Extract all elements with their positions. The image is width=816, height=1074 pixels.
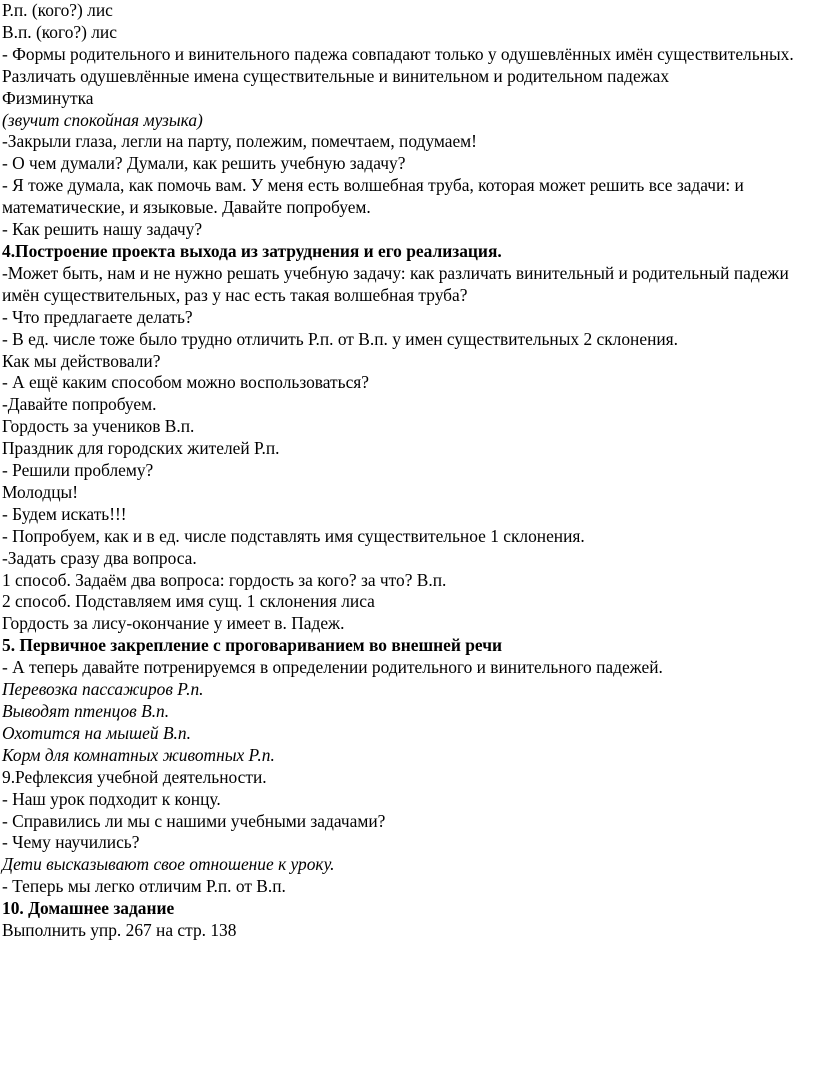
line-lesson-ending: - Наш урок подходит к концу. [2,788,221,809]
line-music-note: (звучит спокойная музыка) [2,109,203,130]
example-chicks: Выводят птенцов В.п. [2,701,170,721]
line-rp-question: Р.п. (кого?) лис [2,0,113,20]
section-heading-5: 5. Первичное закрепление с проговариванием во внешней речи [2,635,503,656]
document-body [2,0,814,942]
section-heading-4: 4.Построение проекта выхода из затруднения и его реализация. [2,240,502,261]
line-maybe-not-needed: -Может быть, нам и не нужно решать учебную задачу: как различать винительный и родительный падежи имён существительных, раз у нас есть такая волшебная труба? [2,262,789,305]
line-what-learned: - Чему научились? [2,832,140,853]
line-homework: Выполнить упр. 267 на стр. 138 [2,920,237,941]
line-how-acted: Как мы действовали? [2,350,161,371]
line-pride-students: Гордость за учеников В.п. [2,416,195,437]
line-will-search: - Будем искать!!! [2,503,127,524]
line-another-way: - А ещё каким способом можно воспользоваться? [2,372,370,393]
line-close-eyes: -Закрыли глаза, легли на парту, полежим, помечтаем, подумаем! [2,131,477,152]
line-well-done: Молодцы! [2,481,78,502]
line-fizminutka: Физминутка [2,87,94,108]
example-mice: Охотится на мышей В.п. [2,722,191,743]
line-two-questions: -Задать сразу два вопроса. [2,547,197,568]
line-vp-question: В.п. (кого?) лис [2,21,117,42]
line-forms-coincide: - Формы родительного и винительного падежа совпадают только у одушевлённых имён существительных. Различать одушевлённые имена существительные и винительном и родительном падежах [2,43,794,86]
line-pride-fox: Гордость за лису-окончание у имеет в. Падеж. [2,613,345,634]
line-children-express: Дети высказывают свое отношение к уроку. [2,854,335,875]
example-passengers: Перевозка пассажиров Р.п. [2,679,204,700]
line-now-distinguish: - Теперь мы легко отличим Р.п. от В.п. [2,876,286,897]
line-magic-tube: - Я тоже думала, как помочь вам. У меня есть волшебная труба, которая может решить все задачи: и математические, и языковые. Давайте попробуем. [2,175,744,218]
line-method-1: 1 способ. Задаём два вопроса: гордость за кого? за что? В.п. [2,569,447,590]
section-heading-10: 10. Домашнее задание [2,898,175,919]
line-practice: - А теперь давайте потренируемся в определении родительного и винительного падежей. [2,657,663,678]
line-singular-hard: - В ед. числе тоже было трудно отличить Р.п. от В.п. у имен существительных 2 склонения. [2,328,679,349]
line-method-2: 2 способ. Подставляем имя сущ. 1 склонения лиса [2,591,375,612]
line-reflection: 9.Рефлексия учебной деятельности. [2,766,267,787]
line-substitute-noun: - Попробуем, как и в ед. числе подставлять имя существительное 1 склонения. [2,525,585,546]
line-lets-try: -Давайте попробуем. [2,394,157,415]
example-pet-food: Корм для комнатных животных Р.п. [2,744,275,765]
line-holiday-citizens: Праздник для городских жителей Р.п. [2,438,280,459]
line-how-solve: - Как решить нашу задачу? [2,219,203,240]
line-what-thought: - О чем думали? Думали, как решить учебную задачу? [2,153,406,174]
line-solved-problem: - Решили проблему? [2,460,154,481]
line-did-we-cope: - Справились ли мы с нашими учебными задачами? [2,810,386,831]
line-what-propose: - Что предлагаете делать? [2,306,193,327]
